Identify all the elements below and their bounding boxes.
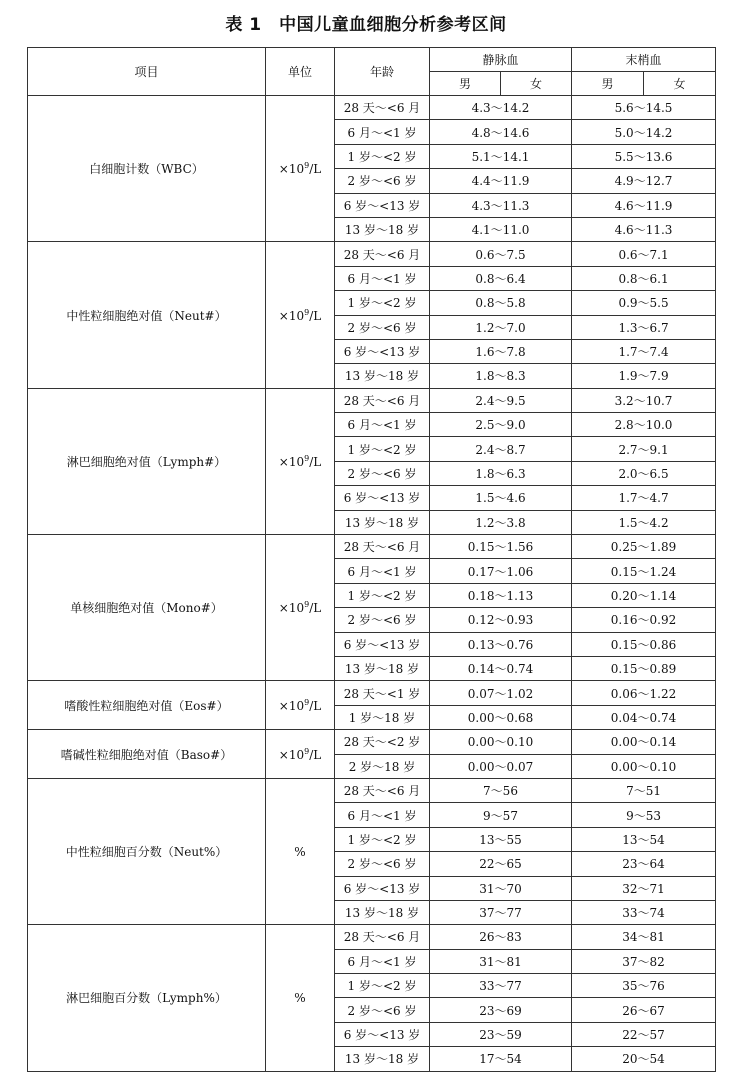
age-range-cell: 6 月～<1 岁 — [335, 559, 430, 583]
venous-range-cell: 0.07～1.02 — [430, 681, 572, 705]
capillary-range-cell: 1.5～4.2 — [572, 510, 716, 534]
capillary-range-cell: 0.8～6.1 — [572, 266, 716, 290]
venous-range-cell: 2.4～9.5 — [430, 388, 572, 412]
capillary-range-cell: 0.25～1.89 — [572, 535, 716, 559]
capillary-range-cell: 0.20～1.14 — [572, 583, 716, 607]
venous-range-cell: 0.00～0.07 — [430, 754, 572, 778]
item-name-cell: 白细胞计数（WBC） — [28, 96, 266, 242]
capillary-range-cell: 0.00～0.10 — [572, 754, 716, 778]
age-range-cell: 28 天～<6 月 — [335, 778, 430, 802]
table-body — [28, 96, 716, 1072]
table-row — [28, 535, 716, 559]
venous-range-cell: 0.00～0.68 — [430, 705, 572, 729]
unit-tail: /L — [309, 162, 322, 177]
capillary-range-cell: 0.00～0.14 — [572, 730, 716, 754]
age-range-cell: 6 月～<1 岁 — [335, 949, 430, 973]
age-range-cell: 28 天～<1 岁 — [335, 681, 430, 705]
unit-tail: /L — [309, 747, 322, 762]
venous-range-cell: 31～70 — [430, 876, 572, 900]
capillary-range-cell: 5.5～13.6 — [572, 144, 716, 168]
venous-range-cell: 37～77 — [430, 900, 572, 924]
venous-range-cell: 26～83 — [430, 925, 572, 949]
capillary-range-cell: 0.15～0.86 — [572, 632, 716, 656]
venous-range-cell: 1.2～7.0 — [430, 315, 572, 339]
venous-range-cell: 0.13～0.76 — [430, 632, 572, 656]
capillary-range-cell: 2.7～9.1 — [572, 437, 716, 461]
venous-range-cell: 1.2～3.8 — [430, 510, 572, 534]
venous-range-cell: 0.15～1.56 — [430, 535, 572, 559]
table-row — [28, 925, 716, 949]
capillary-range-cell: 22～57 — [572, 1022, 716, 1046]
age-range-cell: 2 岁～<6 岁 — [335, 315, 430, 339]
header-capillary: 末梢血 — [572, 48, 716, 72]
unit-base: ×10 — [278, 698, 305, 713]
capillary-range-cell: 1.7～4.7 — [572, 486, 716, 510]
age-range-cell: 1 岁～<2 岁 — [335, 144, 430, 168]
age-range-cell: 6 岁～<13 岁 — [335, 193, 430, 217]
capillary-range-cell: 1.3～6.7 — [572, 315, 716, 339]
venous-range-cell: 5.1～14.1 — [430, 144, 572, 168]
venous-range-cell: 0.12～0.93 — [430, 608, 572, 632]
capillary-range-cell: 3.2～10.7 — [572, 388, 716, 412]
capillary-range-cell: 0.06～1.22 — [572, 681, 716, 705]
header-age: 年龄 — [335, 48, 430, 96]
age-range-cell: 2 岁～<6 岁 — [335, 852, 430, 876]
unit-cell — [266, 778, 335, 924]
age-range-cell: 13 岁～18 岁 — [335, 510, 430, 534]
reference-interval-table — [27, 47, 716, 1072]
age-range-cell: 1 岁～<2 岁 — [335, 583, 430, 607]
unit-base: ×10 — [278, 601, 305, 616]
age-range-cell: 13 岁～18 岁 — [335, 656, 430, 680]
capillary-range-cell: 34～81 — [572, 925, 716, 949]
capillary-range-cell: 0.6～7.1 — [572, 242, 716, 266]
table-row — [28, 730, 716, 754]
unit-exponent: 9 — [304, 161, 310, 171]
age-range-cell: 6 岁～<13 岁 — [335, 632, 430, 656]
capillary-range-cell: 20～54 — [572, 1047, 716, 1071]
capillary-range-cell: 5.6～14.5 — [572, 96, 716, 120]
venous-range-cell: 23～69 — [430, 998, 572, 1022]
header-capillary-female: 女 — [644, 72, 716, 96]
venous-range-cell: 1.8～8.3 — [430, 364, 572, 388]
age-range-cell: 13 岁～18 岁 — [335, 364, 430, 388]
age-range-cell: 1 岁～<2 岁 — [335, 437, 430, 461]
capillary-range-cell: 0.15～0.89 — [572, 656, 716, 680]
capillary-range-cell: 26～67 — [572, 998, 716, 1022]
unit-exponent: 9 — [304, 697, 310, 707]
venous-range-cell: 33～77 — [430, 974, 572, 998]
capillary-range-cell: 23～64 — [572, 852, 716, 876]
venous-range-cell: 31～81 — [430, 949, 572, 973]
venous-range-cell: 0.14～0.74 — [430, 656, 572, 680]
venous-range-cell: 4.4～11.9 — [430, 169, 572, 193]
unit-base: ×10 — [278, 454, 305, 469]
age-range-cell: 28 天～<2 岁 — [335, 730, 430, 754]
age-range-cell: 2 岁～<6 岁 — [335, 461, 430, 485]
age-range-cell: 28 天～<6 月 — [335, 242, 430, 266]
unit-cell — [266, 925, 335, 1071]
age-range-cell: 1 岁～<2 岁 — [335, 291, 430, 315]
capillary-range-cell: 37～82 — [572, 949, 716, 973]
venous-range-cell: 0.18～1.13 — [430, 583, 572, 607]
age-range-cell: 28 天～<6 月 — [335, 388, 430, 412]
unit-cell — [266, 242, 335, 388]
age-range-cell: 1 岁～18 岁 — [335, 705, 430, 729]
age-range-cell: 1 岁～<2 岁 — [335, 827, 430, 851]
age-range-cell: 6 岁～<13 岁 — [335, 1022, 430, 1046]
unit-base: ×10 — [278, 162, 305, 177]
unit-base: % — [294, 845, 306, 860]
header-row-1 — [28, 48, 716, 72]
age-range-cell: 13 岁～18 岁 — [335, 1047, 430, 1071]
age-range-cell: 13 岁～18 岁 — [335, 217, 430, 241]
capillary-range-cell: 1.9～7.9 — [572, 364, 716, 388]
header-item: 项目 — [28, 48, 266, 96]
age-range-cell: 28 天～<6 月 — [335, 96, 430, 120]
unit-cell — [266, 388, 335, 534]
capillary-range-cell: 35～76 — [572, 974, 716, 998]
capillary-range-cell: 2.0～6.5 — [572, 461, 716, 485]
capillary-range-cell: 9～53 — [572, 803, 716, 827]
item-name-cell: 中性粒细胞百分数（Neut%） — [28, 778, 266, 924]
capillary-range-cell: 5.0～14.2 — [572, 120, 716, 144]
venous-range-cell: 0.17～1.06 — [430, 559, 572, 583]
age-range-cell: 6 月～<1 岁 — [335, 266, 430, 290]
header-capillary-male: 男 — [572, 72, 644, 96]
header-unit: 单位 — [266, 48, 335, 96]
capillary-range-cell: 0.16～0.92 — [572, 608, 716, 632]
unit-base: % — [294, 991, 306, 1006]
header-venous-female: 女 — [501, 72, 572, 96]
unit-tail: /L — [309, 601, 322, 616]
venous-range-cell: 23～59 — [430, 1022, 572, 1046]
capillary-range-cell: 1.7～7.4 — [572, 339, 716, 363]
unit-exponent: 9 — [304, 600, 310, 610]
venous-range-cell: 1.8～6.3 — [430, 461, 572, 485]
unit-cell — [266, 535, 335, 681]
age-range-cell: 6 月～<1 岁 — [335, 120, 430, 144]
item-name-cell: 淋巴细胞百分数（Lymph%） — [28, 925, 266, 1071]
venous-range-cell: 2.5～9.0 — [430, 413, 572, 437]
item-name-cell: 嗜酸性粒细胞绝对值（Eos#） — [28, 681, 266, 730]
venous-range-cell: 4.3～14.2 — [430, 96, 572, 120]
header-venous-male: 男 — [430, 72, 501, 96]
age-range-cell: 13 岁～18 岁 — [335, 900, 430, 924]
capillary-range-cell: 4.6～11.9 — [572, 193, 716, 217]
table-title: 表 1 中国儿童血细胞分析参考区间 — [225, 15, 507, 35]
age-range-cell: 28 天～<6 月 — [335, 535, 430, 559]
venous-range-cell: 7～56 — [430, 778, 572, 802]
unit-cell — [266, 681, 335, 730]
capillary-range-cell: 0.9～5.5 — [572, 291, 716, 315]
capillary-range-cell: 0.04～0.74 — [572, 705, 716, 729]
table-row — [28, 681, 716, 705]
age-range-cell: 2 岁～18 岁 — [335, 754, 430, 778]
table-row — [28, 388, 716, 412]
venous-range-cell: 2.4～8.7 — [430, 437, 572, 461]
venous-range-cell: 0.00～0.10 — [430, 730, 572, 754]
unit-base: ×10 — [278, 308, 305, 323]
venous-range-cell: 22～65 — [430, 852, 572, 876]
capillary-range-cell: 33～74 — [572, 900, 716, 924]
venous-range-cell: 0.8～6.4 — [430, 266, 572, 290]
age-range-cell: 6 月～<1 岁 — [335, 803, 430, 827]
table-row — [28, 242, 716, 266]
age-range-cell: 6 岁～<13 岁 — [335, 876, 430, 900]
age-range-cell: 28 天～<6 月 — [335, 925, 430, 949]
age-range-cell: 6 月～<1 岁 — [335, 413, 430, 437]
item-name-cell: 嗜碱性粒细胞绝对值（Baso#） — [28, 730, 266, 779]
capillary-range-cell: 13～54 — [572, 827, 716, 851]
item-name-cell: 淋巴细胞绝对值（Lymph#） — [28, 388, 266, 534]
age-range-cell: 2 岁～<6 岁 — [335, 608, 430, 632]
capillary-range-cell: 32～71 — [572, 876, 716, 900]
age-range-cell: 6 岁～<13 岁 — [335, 339, 430, 363]
unit-tail: /L — [309, 698, 322, 713]
venous-range-cell: 4.1～11.0 — [430, 217, 572, 241]
venous-range-cell: 0.8～5.8 — [430, 291, 572, 315]
venous-range-cell: 1.6～7.8 — [430, 339, 572, 363]
unit-cell — [266, 96, 335, 242]
unit-exponent: 9 — [304, 453, 310, 463]
unit-base: ×10 — [278, 747, 305, 762]
venous-range-cell: 1.5～4.6 — [430, 486, 572, 510]
table-row — [28, 96, 716, 120]
age-range-cell: 1 岁～<2 岁 — [335, 974, 430, 998]
unit-tail: /L — [309, 454, 322, 469]
venous-range-cell: 17～54 — [430, 1047, 572, 1071]
venous-range-cell: 4.8～14.6 — [430, 120, 572, 144]
header-venous: 静脉血 — [430, 48, 572, 72]
unit-tail: /L — [309, 308, 322, 323]
unit-exponent: 9 — [304, 746, 310, 756]
unit-cell — [266, 730, 335, 779]
table-row — [28, 778, 716, 802]
capillary-range-cell: 4.9～12.7 — [572, 169, 716, 193]
age-range-cell: 2 岁～<6 岁 — [335, 169, 430, 193]
venous-range-cell: 9～57 — [430, 803, 572, 827]
age-range-cell: 2 岁～<6 岁 — [335, 998, 430, 1022]
unit-exponent: 9 — [304, 307, 310, 317]
age-range-cell: 6 岁～<13 岁 — [335, 486, 430, 510]
item-name-cell: 中性粒细胞绝对值（Neut#） — [28, 242, 266, 388]
capillary-range-cell: 2.8～10.0 — [572, 413, 716, 437]
venous-range-cell: 13～55 — [430, 827, 572, 851]
capillary-range-cell: 0.15～1.24 — [572, 559, 716, 583]
venous-range-cell: 0.6～7.5 — [430, 242, 572, 266]
capillary-range-cell: 4.6～11.3 — [572, 217, 716, 241]
venous-range-cell: 4.3～11.3 — [430, 193, 572, 217]
capillary-range-cell: 7～51 — [572, 778, 716, 802]
item-name-cell: 单核细胞绝对值（Mono#） — [28, 535, 266, 681]
